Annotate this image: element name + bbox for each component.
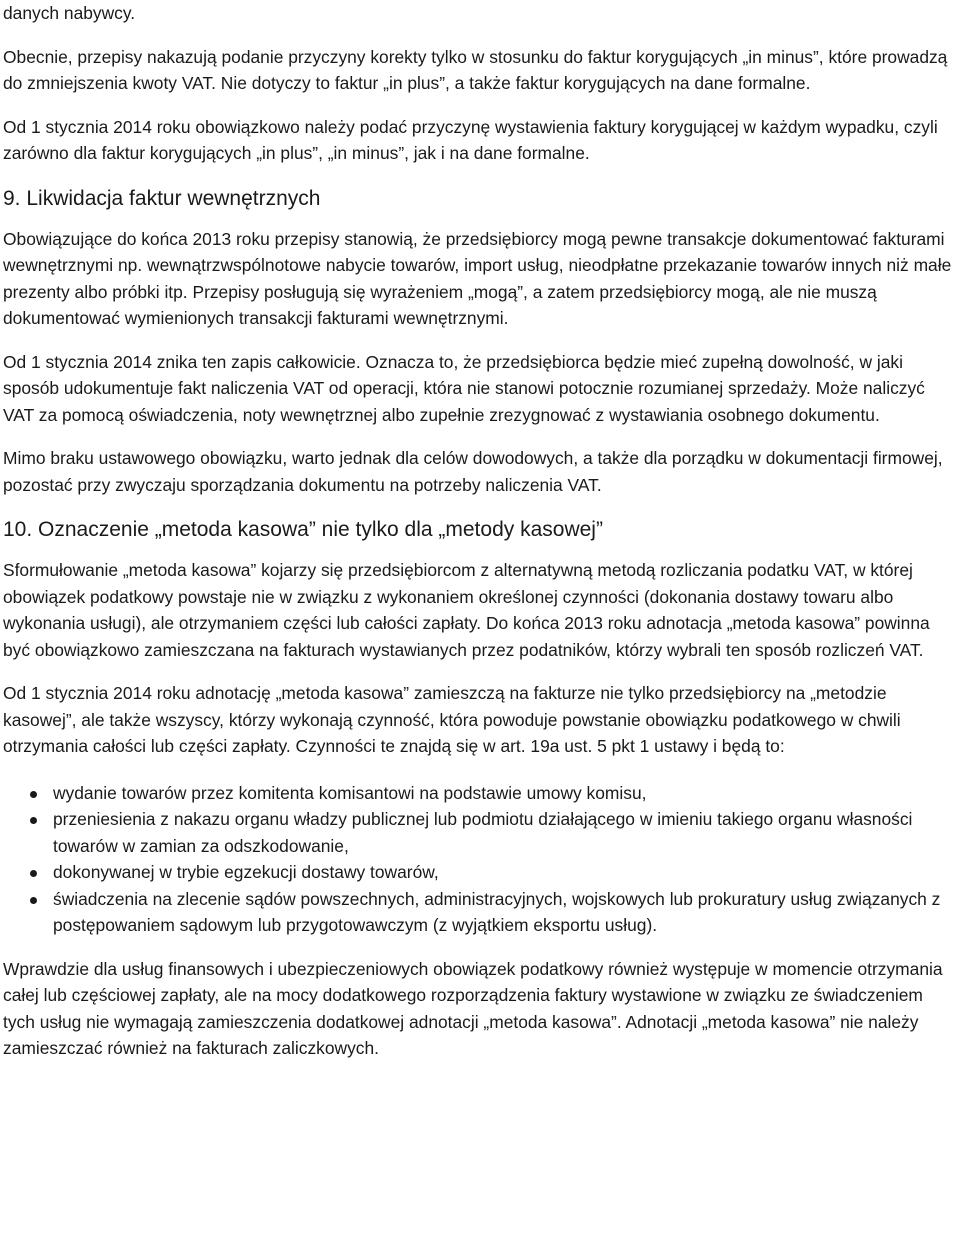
list-item (53, 780, 952, 807)
paragraph-correction-reason: Obecnie, przepisy nakazują podanie przyczyny korekty tylko w stosunku do faktur korygujących „in minus”, które prowadzą do zmniejszenia kwoty VAT. Nie dotyczy to faktur „in plus”, a także faktur korygujących na dane formalne. (3, 46, 948, 93)
paragraph-continuation: danych nabywcy. (3, 3, 136, 23)
section-9-paragraph: Mimo braku ustawowego obowiązku, warto jednak dla celów dowodowych, a także dla porządku w dokumentacji firmowej, pozostać przy zwyczaju sporządzania dokumentu na potrzeby naliczenia VAT. (3, 448, 943, 495)
section-10-paragraph: Sformułowanie „metoda kasowa” kojarzy się przedsiębiorcom z alternatywną metodą rozliczania podatku VAT, w której obowiązek podatkowy powstaje nie w związku z wykonaniem określonej czynności (dokonania dostawy towaru albo wykonania usługi), ale otrzymaniem części lub całości zapłaty. Do końca 2013 roku adnotacja „metoda kasowa” powinna być obowiązkowo zamieszczana na fakturach wystawianych przez podatników, którzy wybrali ten sposób rozliczeń VAT. (3, 560, 930, 660)
list-item (53, 806, 952, 859)
section-10-heading: 10. Oznaczenie „metoda kasowa” nie tylko dla „metody kasowej” (3, 518, 603, 541)
section-10-closing-paragraph: Wprawdzie dla usług finansowych i ubezpieczeniowych obowiązek podatkowy również występuje w momencie otrzymania całej lub częściowej zapłaty, ale na mocy dodatkowego rozporządzenia faktury wystawione w związku ze świadczeniem tych usług nie wymagają zamieszczenia dodatkowej adnotacji „metoda kasowa”. Adnotacji „metoda kasowa” nie należy zamieszczać również na fakturach zaliczkowych. (3, 958, 943, 1058)
list-item-text: świadczenia na zlecenie sądów powszechnych, administracyjnych, wojskowych lub prokuratury usług związanych z postępowaniem sądowym lub przygotowawczym (z wyjątkiem eksportu usług). (53, 888, 941, 935)
section-10-paragraph: Od 1 stycznia 2014 roku adnotację „metoda kasowa” zamieszczą na fakturze nie tylko przedsiębiorcy na „metodzie kasowej”, ale także wszyscy, którzy wykonają czynność, która powoduje powstanie obowiązku podatkowego w chwili otrzymania całości lub części zapłaty. Czynności te znajdą się w art. 19a ust. 5 pkt 1 ustawy i będą to: (3, 683, 901, 756)
bullet-icon (30, 870, 37, 877)
list-item (53, 886, 952, 939)
list-item (53, 859, 952, 886)
bullet-icon (30, 817, 37, 824)
bullet-icon (30, 791, 37, 798)
paragraph-2014-correction: Od 1 stycznia 2014 roku obowiązkowo należy podać przyczynę wystawienia faktury korygującej w każdym wypadku, czyli zarówno dla faktur korygujących „in plus”, „in minus”, jak i na dane formalne. (3, 116, 938, 163)
bullet-icon (30, 897, 37, 904)
list-item-text: dokonywanej w trybie egzekucji dostawy towarów, (53, 862, 439, 882)
list-item-text: przeniesienia z nakazu organu władzy publicznej lub podmiotu działającego w imieniu takiego organu własności towarów w zamian za odszkodowanie, (53, 809, 913, 856)
list-item-text: wydanie towarów przez komitenta komisantowi na podstawie umowy komisu, (53, 782, 647, 803)
activities-list (3, 780, 952, 939)
section-9-heading: 9. Likwidacja faktur wewnętrznych (3, 186, 321, 210)
section-9-paragraph: Obowiązujące do końca 2013 roku przepisy stanowią, że przedsiębiorcy mogą pewne transakcje dokumentować fakturami wewnętrznymi np. wewnątrzwspólnotowe nabycie towarów, import usług, nieodpłatne przekazanie towarów innych niż małe prezenty albo próbki itp. Przepisy posługują się wyrażeniem „mogą”, a zatem przedsiębiorcy mogą, ale nie muszą dokumentować wymienionych transakcji fakturami wewnętrznymi. (3, 228, 952, 328)
section-9-paragraph: Od 1 stycznia 2014 znika ten zapis całkowicie. Oznacza to, że przedsiębiorca będzie mieć zupełną dowolność, w jaki sposób udokumentuje fakt naliczenia VAT od operacji, która nie stanowi potocznie rozumianej sprzedaży. Może naliczyć VAT za pomocą oświadczenia, noty wewnętrznej albo zupełnie zrezygnować z wystawiania osobnego dokumentu. (3, 351, 925, 425)
